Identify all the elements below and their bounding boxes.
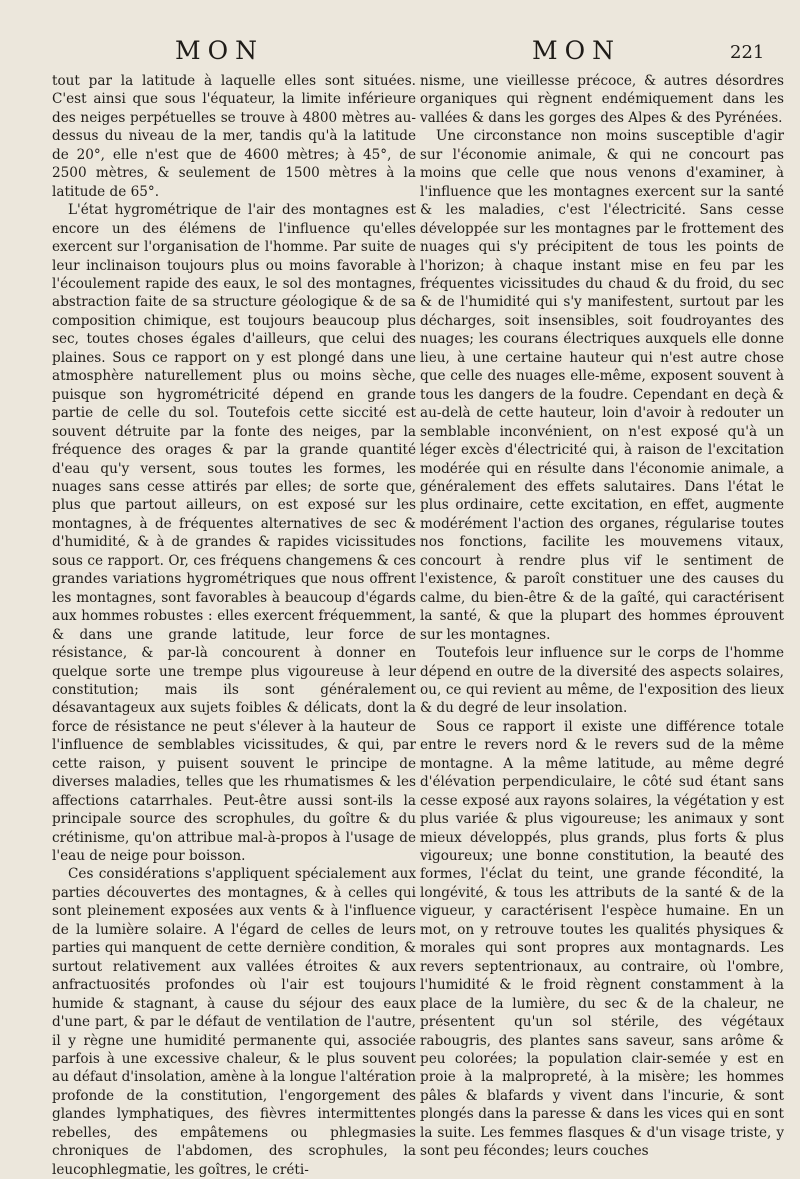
paragraph: L'état hygrométrique de l'air des montagnes est encore un des élémens de l'influence qu'elles exercent sur l'organisation de l'homme. Par suite de leur inclinaison toujours plus ou moins favorable à l'écoulement rapide des eaux, le sol des montagnes, abstraction faite de sa structure géologique & de sa composition chimique, est toujours beaucoup plus sec, toutes choses égales d'ailleurs, que celui des plaines. Sous ce rapport on y est plongé dans une atmosphère naturellement plus ou moins sèche, puisque son hygrométricité dépend en grande partie de celle du sol. Toutefois cette siccité est souvent détruite par la fonte des neiges, par la fréquence des orages & par la grande quantité d'eau qu'y versent, sous toutes les formes, les nuages sans cesse attirés par elles; de sorte que, plus que partout ailleurs, on est exposé sur les montagnes, à de fréquentes alternatives de sec & d'humidité, & à de grandes & rapides vicissitudes sous ce rapport. Or, ces fréquens changemens & ces grandes variations hygrométriques que nous offrent les montagnes, sont favorables à beaucoup d'égards aux hommes robustes : elles exercent fréquemment, & dans une grande latitude, leur force de résistance, & par-là concourent à donner en quelque sorte une trempe plus vigoureuse à leur constitution; mais ils sont généralement désavantageux aux sujets foibles & délicats, dont la force de résistance ne peut s'élever à la hauteur de l'influence de semblables vicissitudes, & qui, par cette raison, y puisent souvent le principe de diverses maladies, telles que les rhumatismes & les affections catarrhales. Peut-être aussi sont-ils la principale source des scrophules, du goître & du crétinisme, qu'on attribue mal-à-propos à l'usage de l'eau de neige pour boisson. bbox=[52, 202, 416, 865]
paragraph: Ces considérations s'appliquent spécialement aux parties découvertes des montagnes, & à celles qui sont pleinement exposées aux vents & à l'influence de la lumière solaire. A l'égard de celles de leurs parties qui manquent de cette dernière condition, & surtout relativement aux vallées étroites & aux anfractuosités profondes où l'air est toujours humide & stagnant, à cause du séjour des eaux d'une part, & par le défaut de ventilation de l'autre, il y règne une humidité permanente qui, associée parfois à une excessive chaleur, & le plus souvent au défaut d'insolation, amène à la longue l'altération profonde de la constitution, l'engorgement des glandes lymphatiques, des fièvres intermittentes rebelles, des empâtemens ou phlegmasies chroniques de l'abdomen, des scrophules, la leucophlegmatie, les goîtres, le créti- bbox=[52, 866, 417, 1178]
page-number: 221 bbox=[730, 42, 765, 63]
paragraph: tout par la latitude à laquelle elles sont situées. C'est ainsi que sous l'équateur, la limite inférieure des neiges perpétuelles se trouve à 4800 mètres au-dessus du niveau de la mer, tandis qu'à la latitude de 20°, elle n'est que de 4600 mètres; à 45°, de 2500 mètres, & seulement de 1500 mètres à la latitude de 65°. bbox=[52, 73, 416, 200]
left-column bbox=[52, 72, 416, 1179]
right-column bbox=[420, 72, 784, 1161]
left-running-title: MON bbox=[175, 36, 264, 65]
running-header bbox=[0, 36, 800, 66]
paragraph: Sous ce rapport il existe une différence totale entre le revers nord & le revers sud de la même montagne. A la même latitude, au même degré d'élévation perpendiculaire, le côté sud étant sans cesse exposé aux rayons solaires, la végétation y est plus variée & plus vigoureuse; les animaux y sont mieux développés, plus grands, plus forts & plus vigoureux; une bonne constitution, la beauté des formes, l'éclat du teint, une grande fécondité, la longévité, & tous les attributs de la santé & de la vigueur, y caractérisent l'espèce humaine. En un mot, on y retrouve toutes les qualités physiques & morales qui sont propres aux montagnards. Les revers septentrionaux, au contraire, où l'ombre, l'humidité & le froid règnent constamment à la place de la lumière, du sec & de la chaleur, ne présentent qu'un sol stérile, des végétaux rabougris, des plantes sans saveur, sans arôme & peu colorées; la population clair-semée y est en proie à la malpropreté, à la misère; les hommes pâles & blafards y vivent dans l'incurie, & sont plongés dans la paresse & dans les vices qui en sont la suite. Les femmes flasques & d'un visage triste, y sont peu fécondes; leurs couches bbox=[420, 718, 784, 1160]
paragraph: nisme, une vieillesse précoce, & autres désordres organiques qui règnent endémiquement dans les vallées & dans les gorges des Alpes & des Pyrénées. bbox=[420, 73, 784, 126]
paragraph: Une circonstance non moins susceptible d'agir sur l'économie animale, & qui ne concourt pas moins que celle que nous venons d'examiner, à l'influence que les montagnes exercent sur la santé & les maladies, c'est l'électricité. Sans cesse développée sur les montagnes par le frottement des nuages qui s'y précipitent de tous les points de l'horizon; à chaque instant mise en feu par les fréquentes vicissitudes du chaud & du froid, du sec & de l'humidité qui s'y manifestent, surtout par les décharges, soit insensibles, soit foudroyantes des nuages; les courans électriques auxquels elle donne lieu, à une certaine hauteur qui n'est autre chose que celle des nuages elle-même, exposent souvent à tous les dangers de la foudre. Cependant en deçà & au-delà de cette hauteur, loin d'avoir à redouter un semblable inconvénient, on n'est exposé qu'à un léger excès d'électricité qui, à raison de l'excitation modérée qui en résulte dans l'économie animale, a généralement des effets salutaires. Dans l'état le plus ordinaire, cette excitation, en effet, augmente modérément l'action des organes, régularise toutes nos fonctions, facilite les mouvemens vitaux, concourt à rendre plus vif le sentiment de l'existence, & paroît constituer une des causes du calme, du bien-être & de la gaîté, qui caractérisent la santé, & que la plupart des hommes éprouvent sur les montagnes. bbox=[420, 128, 784, 643]
paragraph: Toutefois leur influence sur le corps de l'homme dépend en outre de la diversité des aspects solaires, ou, ce qui revient au même, de l'exposition des lieux & du degré de leur insolation. bbox=[420, 645, 784, 717]
right-running-title: MON bbox=[532, 36, 621, 65]
